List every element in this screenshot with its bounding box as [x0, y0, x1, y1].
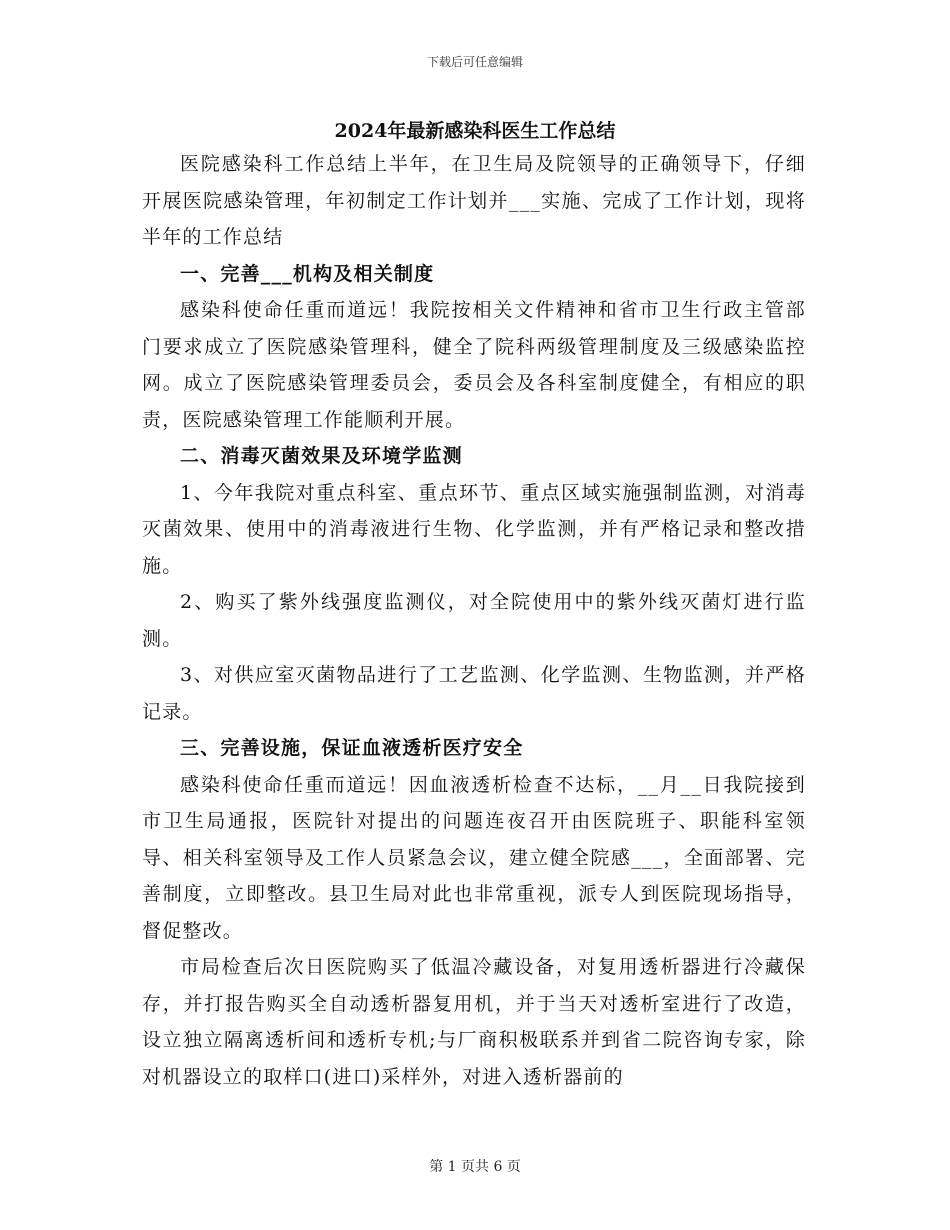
paragraph-item-1: 1、今年我院对重点科室、重点环节、重点区域实施强制监测，对消毒灭菌效果、使用中的消毒液进行生物、化学监测，并有严格记录和整改措施。	[142, 481, 806, 577]
section-heading-1: 一、完善___机构及相关制度	[180, 262, 435, 285]
paragraph-intro: 医院感染科工作总结上半年，在卫生局及院领导的正确领导下，仔细开展医院感染管理，年初制定工作计划并___实施、完成了工作计划，现将半年的工作总结	[142, 153, 806, 248]
document-body	[142, 146, 806, 1095]
paragraph-item-2: 2、购买了紫外线强度监测仪，对全院使用中的紫外线灭菌灯进行监测。	[142, 591, 806, 650]
section-heading-3: 三、完善设施，保证血液透析医疗安全	[180, 737, 524, 759]
section-heading-2: 二、消毒灭菌效果及环境学监测	[180, 445, 463, 467]
document-title: 2024年最新感染科医生工作总结	[334, 120, 616, 142]
paragraph-section-3b: 市局检查后次日医院购买了低温冷藏设备，对复用透析器进行冷藏保存，并打报告购买全自动透析器复用机，并于当天对透析室进行了改造，设立独立隔离透析间和透析专机;与厂商积极联系并到省二院咨询专家，除对机器设立的取样口(进口)采样外，对进入透析器前的	[142, 956, 806, 1088]
header-note: 下载后可任意编辑	[426, 55, 523, 69]
page-footer: 第 1 页共 6 页	[429, 1159, 521, 1175]
paragraph-item-3: 3、对供应室灭菌物品进行了工艺监测、化学监测、生物监测，并严格记录。	[142, 664, 806, 723]
paragraph-section-1: 感染科使命任重而道远！我院按相关文件精神和省市卫生行政主管部门要求成立了医院感染管理科，健全了院科两级管理制度及三级感染监控网。成立了医院感染管理委员会，委员会及各科室制度健全，有相应的职责，医院感染管理工作能顺利开展。	[142, 299, 806, 431]
paragraph-section-3a: 感染科使命任重而道远！因血液透析检查不达标，__月__日我院接到市卫生局通报，医院针对提出的问题连夜召开由医院班子、职能科室领导、相关科室领导及工作人员紧急会议，建立健全院感___，全面部署、完善制度，立即整改。县卫生局对此也非常重视，派专人到医院现场指导，督促整改。	[142, 773, 806, 942]
